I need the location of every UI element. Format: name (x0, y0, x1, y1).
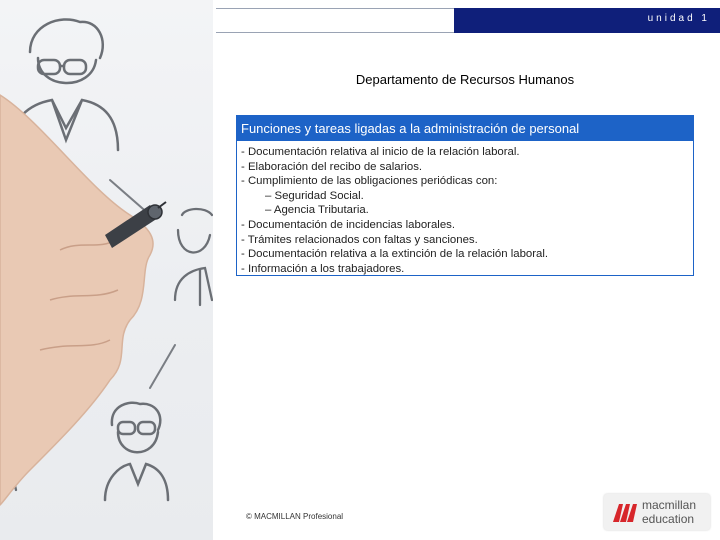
list-item: - Información a los trabajadores. (241, 262, 405, 275)
list-subitem: – Seguridad Social. (265, 189, 364, 202)
logo-text-education: education (642, 512, 695, 526)
copyright-text: © MACMILLAN Profesional (246, 512, 344, 521)
header-rule (216, 8, 454, 33)
macmillan-logo (604, 494, 710, 530)
unit-bar (454, 8, 720, 33)
list-item: - Documentación de incidencias laborales. (241, 218, 456, 231)
macmillan-logo-mark-icon (611, 500, 639, 524)
slide-title: Departamento de Recursos Humanos (355, 72, 575, 87)
list-item: - Cumplimiento de las obligaciones periódicas con: (241, 175, 498, 188)
content-box (236, 115, 694, 276)
list-item: - Trámites relacionados con faltas y sanciones. (241, 233, 478, 246)
functions-list (237, 145, 693, 276)
content-box-title: Funciones y tareas ligadas a la administración de personal (237, 116, 693, 141)
list-item: - Documentación relativa a la extinción de la relación laboral. (241, 248, 549, 261)
logo-text-macmillan: macmillan (642, 498, 697, 512)
list-item: - Documentación relativa al inicio de la relación laboral. (241, 146, 520, 158)
list-item: - Elaboración del recibo de salarios. (241, 160, 423, 173)
unit-label: unidad 1 (647, 13, 710, 24)
illustration-hand-drawing-people (0, 0, 213, 540)
people-network-icon (0, 0, 213, 540)
list-subitem: – Agencia Tributaria. (265, 204, 369, 217)
